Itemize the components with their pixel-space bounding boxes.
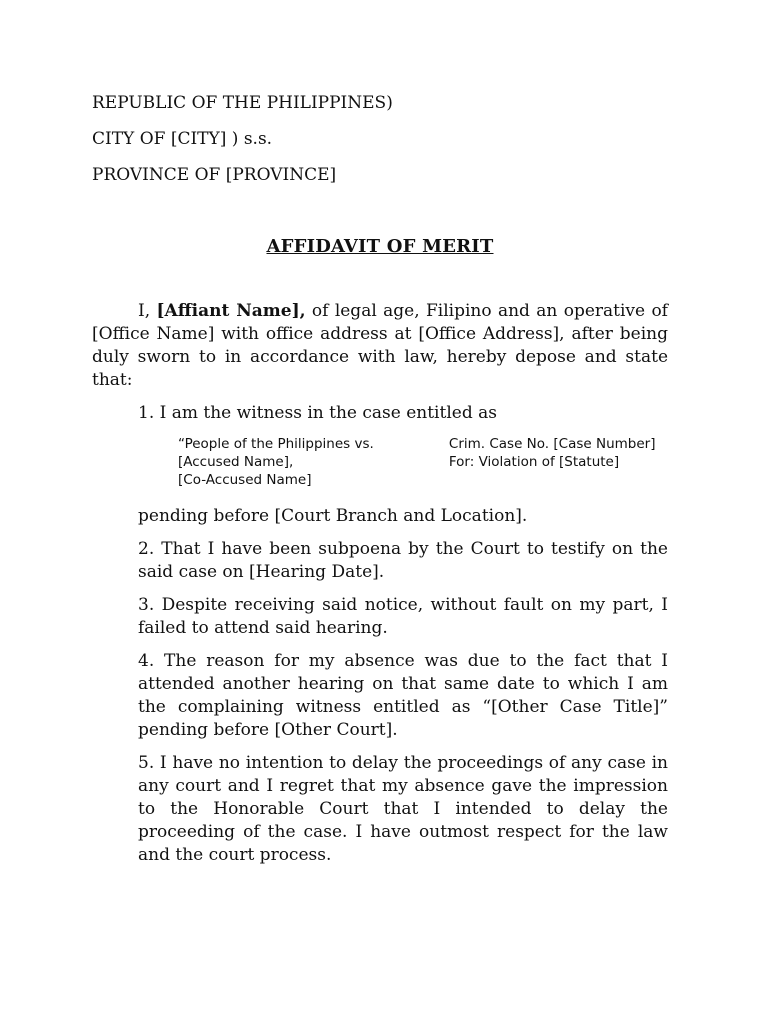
case-offense: For: Violation of [Statute] (448, 454, 620, 470)
item-1-continued: pending before [Court Branch and Location]. (138, 506, 528, 526)
caption-line-3: [Co-Accused Name] (178, 472, 312, 488)
item-5: 5. I have no intention to delay the proceedings of any case in any court and I regret that my absence gave the impression to the Honorable Court that I intended to delay the proceeding of the case. I have outmost respect for the law and the court process. (138, 753, 668, 865)
venue-province: PROVINCE OF [PROVINCE] (92, 165, 337, 185)
case-caption-parties (178, 435, 449, 489)
intro-body: of legal age, Filipino and an operative of [Office Name] with office address at [Office Address], after being duly sworn to in accordance with law, hereby depose and state that: (92, 301, 668, 390)
item-4: 4. The reason for my absence was due to the fact that I attended another hearing on that same date to which I am the complaining witness entitled as “[Other Case Title]” pending before [Other Court]. (138, 651, 668, 740)
item-2: 2. That I have been subpoena by the Court to testify on the said case on [Hearing Date]. (138, 539, 668, 582)
venue-block (92, 92, 668, 187)
case-caption (178, 435, 668, 489)
caption-line-2: [Accused Name], (178, 454, 294, 470)
item-3: 3. Despite receiving said notice, without fault on my part, I failed to attend said hearing. (138, 595, 668, 638)
case-number: Crim. Case No. [Case Number] (448, 436, 656, 452)
affiant-name: [Affiant Name], (156, 301, 306, 321)
caption-line-1: “People of the Philippines vs. (178, 436, 374, 452)
document-title: AFFIDAVIT OF MERIT (266, 236, 494, 257)
intro-lead: I, (138, 301, 157, 321)
item-1: 1. I am the witness in the case entitled as (138, 403, 497, 423)
intro-paragraph (92, 300, 668, 392)
venue-country: REPUBLIC OF THE PHILIPPINES) (92, 93, 393, 113)
case-caption-details (449, 435, 668, 489)
venue-city: CITY OF [CITY] ) s.s. (92, 129, 273, 149)
